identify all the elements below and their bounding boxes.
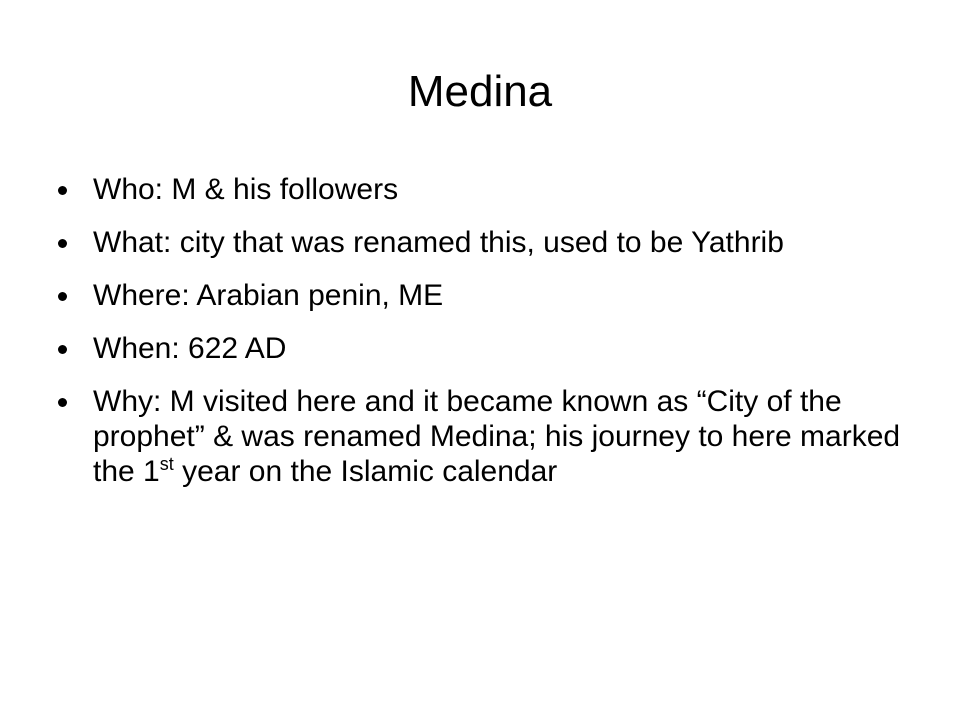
bullet-what [58,225,908,260]
bullet-marker [58,186,67,195]
bullet-text-part: year on the Islamic calendar [173,455,558,488]
bullet-text: Where: Arabian penin, ME [93,279,444,312]
bullet-who [58,172,908,207]
bullet-marker [58,292,67,301]
bullet-text: What: city that was renamed this, used to be Yathrib [93,226,784,259]
bullet-marker [58,398,67,407]
bullet-text: Who: M & his followers [93,173,399,206]
bullet-text-part: Why: M visited here and it became known as “City of the prophet” & was renamed Medina; his journey to here marked the 1 [93,385,901,488]
superscript-ordinal: st [159,454,174,474]
slide-title: Medina [407,67,553,116]
bullet-marker [58,239,67,248]
bullet-text [93,384,908,489]
bullet-text: When: 622 AD [93,332,287,365]
bullet-marker [58,345,67,354]
bullet-where [58,278,908,313]
bullet-when [58,331,908,366]
bullet-why [58,384,908,489]
bullet-list [58,172,908,507]
